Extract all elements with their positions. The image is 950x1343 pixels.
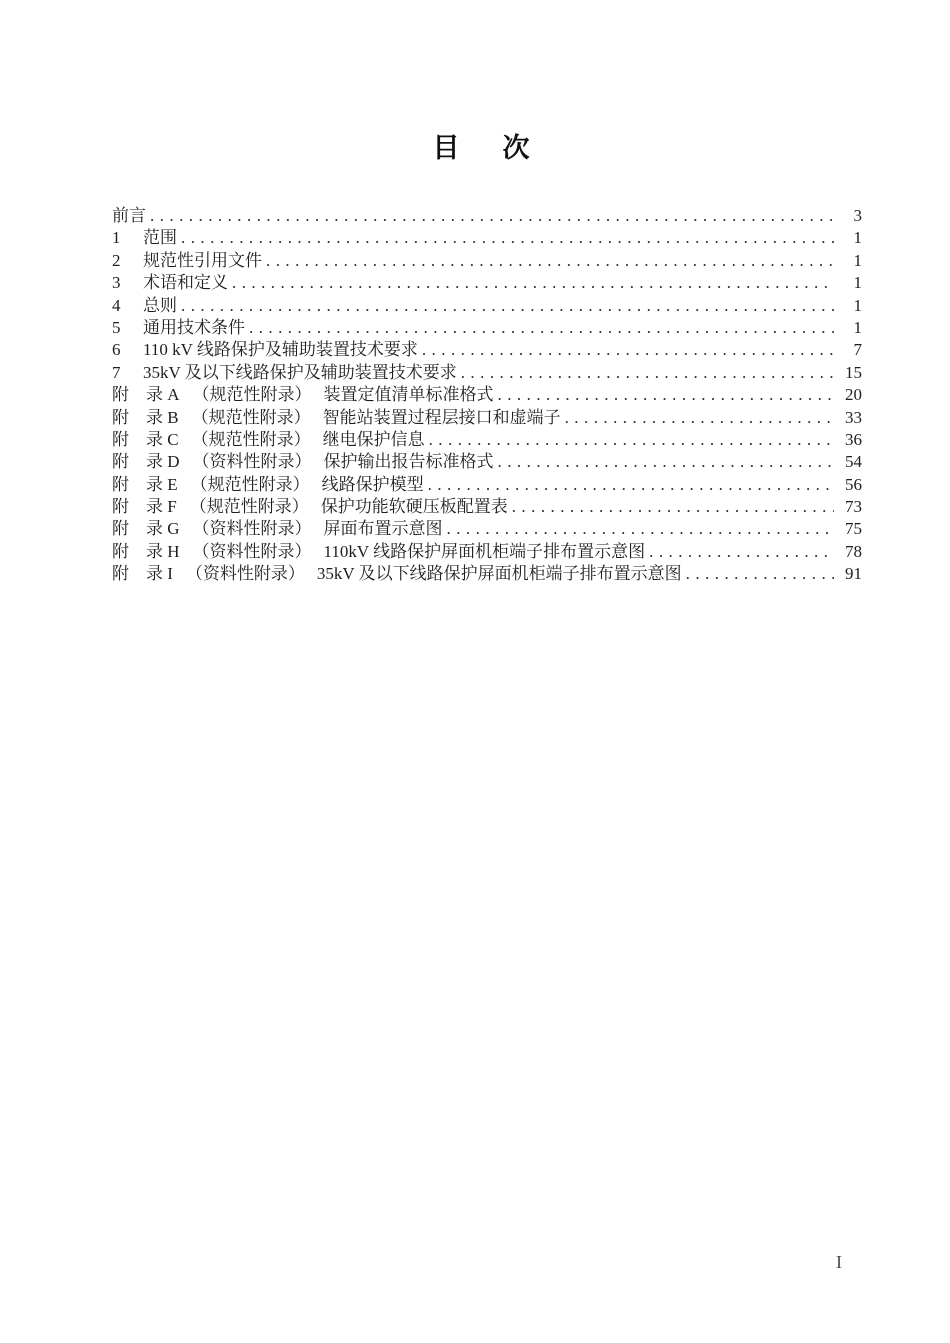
toc-page-number: 73	[845, 497, 862, 517]
leader-dots	[232, 272, 834, 294]
toc-entry-number: 7	[112, 362, 121, 382]
appendix-prefix: 附 录 E	[112, 474, 178, 494]
toc-entry-label: 保护输出报告标准格式	[323, 452, 494, 472]
toc-entry-number: 5	[112, 317, 121, 337]
appendix-prefix: 附 录 A	[112, 385, 180, 405]
toc-entry-appendix-b	[112, 407, 862, 429]
toc-entry-appendix-g	[112, 518, 862, 540]
toc-entry-label: 110kV 线路保护屏面机柜端子排布置示意图	[323, 541, 646, 561]
leader-dots	[150, 205, 834, 227]
toc-entry-appendix-h	[112, 541, 862, 563]
toc-entry-5	[112, 317, 862, 339]
toc-page-number: 3	[853, 206, 862, 225]
toc-entry-4	[112, 295, 862, 317]
toc-page-number: 20	[845, 385, 862, 405]
appendix-prefix: 附 录 G	[112, 519, 180, 539]
leader-dots	[686, 563, 834, 585]
leader-dots	[181, 295, 834, 317]
toc-entry-3	[112, 272, 862, 294]
toc-page-number: 1	[853, 295, 862, 315]
leader-dots	[447, 518, 834, 540]
toc-entry-label: 35kV 及以下线路保护屏面机柜端子排布置示意图	[316, 564, 682, 584]
toc-entry-appendix-a	[112, 384, 862, 406]
table-of-contents	[0, 205, 950, 586]
appendix-type: （资料性附录）	[185, 564, 305, 584]
toc-entry-label: 智能站装置过程层接口和虚端子	[322, 407, 561, 427]
appendix-prefix: 附 录 I	[112, 564, 173, 584]
toc-entry-appendix-e	[112, 474, 862, 496]
toc-entry-appendix-f	[112, 496, 862, 518]
toc-page-number: 78	[845, 541, 862, 561]
toc-entry-label: 110 kV 线路保护及辅助装置技术要求	[143, 340, 418, 360]
appendix-prefix: 附 录 H	[112, 541, 180, 561]
leader-dots	[428, 474, 834, 496]
toc-entry-number: 6	[112, 340, 121, 360]
appendix-type: （规范性附录）	[190, 474, 310, 494]
toc-page-number: 1	[853, 317, 862, 337]
toc-entry-7	[112, 362, 862, 384]
toc-entry-appendix-i	[112, 563, 862, 585]
toc-page-number: 33	[845, 407, 862, 427]
toc-page-number: 75	[845, 519, 862, 539]
appendix-prefix: 附 录 D	[112, 452, 180, 472]
leader-dots	[181, 227, 834, 249]
toc-page-number: 7	[853, 340, 862, 360]
toc-entry-number: 3	[112, 273, 121, 293]
toc-entry-number: 2	[112, 250, 121, 270]
toc-page-number: 1	[853, 228, 862, 248]
leader-dots	[512, 496, 834, 518]
toc-entry-label: 屏面布置示意图	[323, 519, 443, 539]
footer-page-number: I	[836, 1252, 842, 1272]
toc-entry-foreword	[112, 205, 862, 227]
toc-entry-label: 术语和定义	[143, 273, 228, 293]
toc-entry-label: 35kV 及以下线路保护及辅助装置技术要求	[143, 362, 457, 382]
appendix-type: （规范性附录）	[191, 407, 311, 427]
toc-entry-label: 继电保护信息	[322, 429, 425, 449]
leader-dots	[422, 339, 834, 361]
toc-entry-number: 4	[112, 295, 121, 315]
page-title: 目 次	[432, 133, 538, 163]
appendix-prefix: 附 录 C	[112, 429, 179, 449]
toc-entry-appendix-d	[112, 451, 862, 473]
appendix-prefix: 附 录 F	[112, 497, 177, 517]
leader-dots	[649, 541, 834, 563]
toc-entry-label: 前言	[112, 206, 146, 225]
toc-page-number: 54	[845, 452, 862, 472]
toc-entry-label: 总则	[143, 295, 177, 315]
leader-dots	[565, 407, 834, 429]
leader-dots	[266, 250, 834, 272]
toc-page-number: 1	[853, 273, 862, 293]
toc-page-number: 1	[853, 250, 862, 270]
appendix-type: （规范性附录）	[189, 497, 309, 517]
toc-entry-appendix-c	[112, 429, 862, 451]
leader-dots	[429, 429, 834, 451]
toc-entry-1	[112, 227, 862, 249]
toc-entry-2	[112, 250, 862, 272]
toc-entry-label: 范围	[143, 228, 177, 248]
toc-entry-label: 规范性引用文件	[143, 250, 262, 270]
appendix-type: （资料性附录）	[192, 452, 312, 472]
toc-entry-6	[112, 339, 862, 361]
leader-dots	[461, 362, 834, 384]
appendix-type: （规范性附录）	[191, 429, 311, 449]
toc-page-number: 91	[845, 564, 862, 584]
leader-dots	[498, 384, 834, 406]
toc-entry-label: 保护功能软硬压板配置表	[320, 497, 508, 517]
leader-dots	[249, 317, 834, 339]
toc-page-number: 15	[845, 362, 862, 382]
appendix-type: （规范性附录）	[192, 385, 312, 405]
toc-entry-label: 装置定值清单标准格式	[323, 385, 494, 405]
appendix-type: （资料性附录）	[192, 519, 312, 539]
toc-entry-label: 通用技术条件	[143, 317, 245, 337]
toc-page-number: 56	[845, 474, 862, 494]
toc-entry-label: 线路保护模型	[321, 474, 424, 494]
appendix-type: （资料性附录）	[192, 541, 312, 561]
toc-entry-number: 1	[112, 228, 121, 248]
leader-dots	[498, 451, 834, 473]
appendix-prefix: 附 录 B	[112, 407, 179, 427]
toc-page-number: 36	[845, 429, 862, 449]
